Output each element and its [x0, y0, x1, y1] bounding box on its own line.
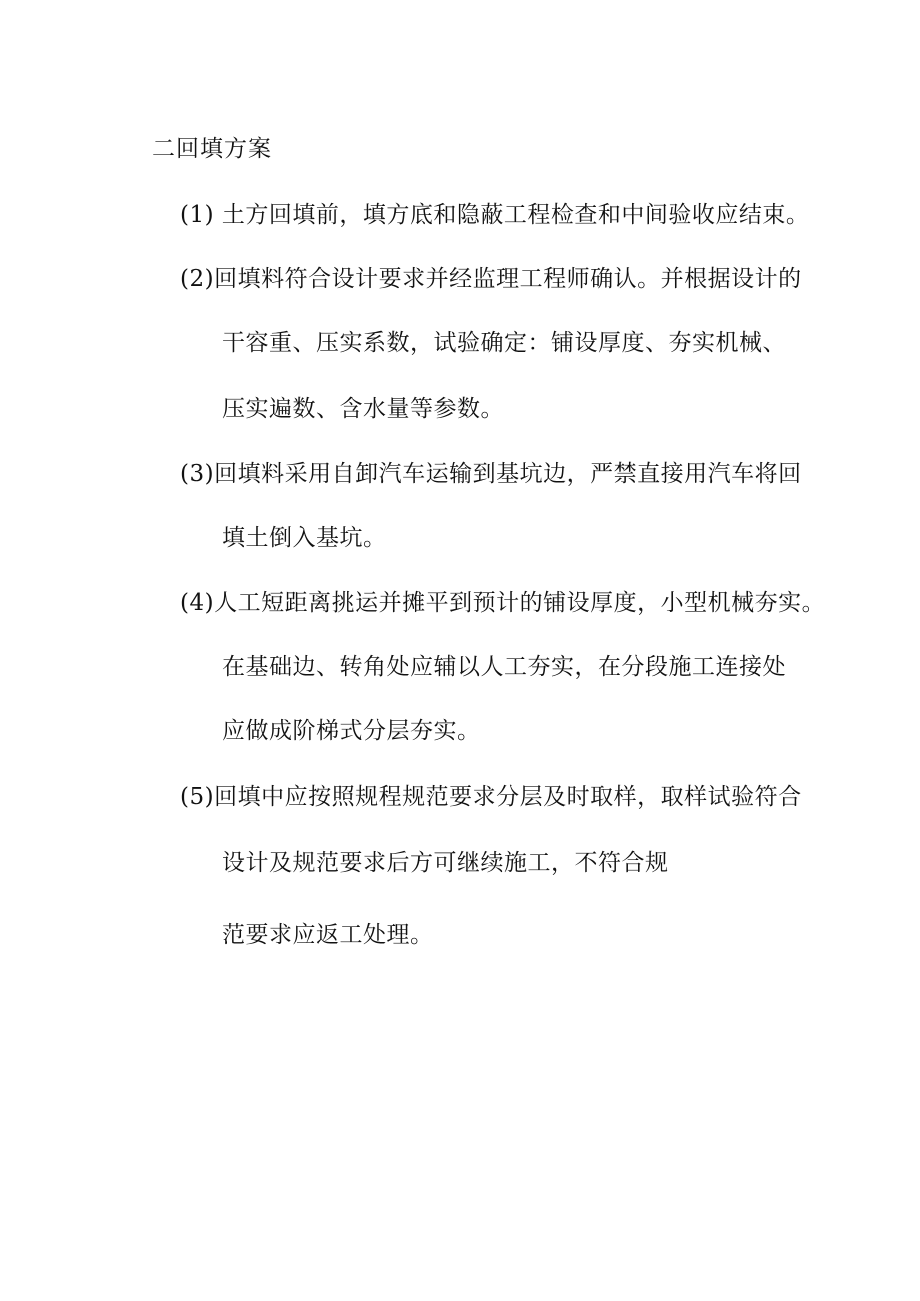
item-2-line-2: 干容重、压实系数，试验确定：铺设厚度、夯实机械、 [222, 330, 786, 356]
item-3-line-1: (3)回填料采用自卸汽车运输到基坑边，严禁直接用汽车将回 [180, 461, 802, 487]
section-heading: 二回填方案 [152, 136, 272, 162]
item-4-line-2: 在基础边、转角处应辅以人工夯实，在分段施工连接处 [222, 654, 786, 680]
item-4-line-3: 应做成阶梯式分层夯实。 [222, 718, 481, 744]
item-2-line-3: 压实遍数、含水量等参数。 [222, 396, 504, 422]
item-4-line-1: (4)人工短距离挑运并摊平到预计的铺设厚度，小型机械夯实。 [180, 590, 826, 616]
item-5-line-2: 设计及规范要求后方可继续施工，不符合规 [222, 850, 669, 876]
item-5-line-1: (5)回填中应按照规程规范要求分层及时取样，取样试验符合 [180, 784, 802, 810]
item-3-line-2: 填土倒入基坑。 [222, 525, 387, 551]
item-2-line-1: (2)回填料符合设计要求并经监理工程师确认。并根据设计的 [180, 266, 802, 292]
item-5-line-3: 范要求应返工处理。 [222, 922, 434, 948]
item-1-line-1: (1) 土方回填前，填方底和隐蔽工程检查和中间验收应结束。 [180, 202, 810, 228]
